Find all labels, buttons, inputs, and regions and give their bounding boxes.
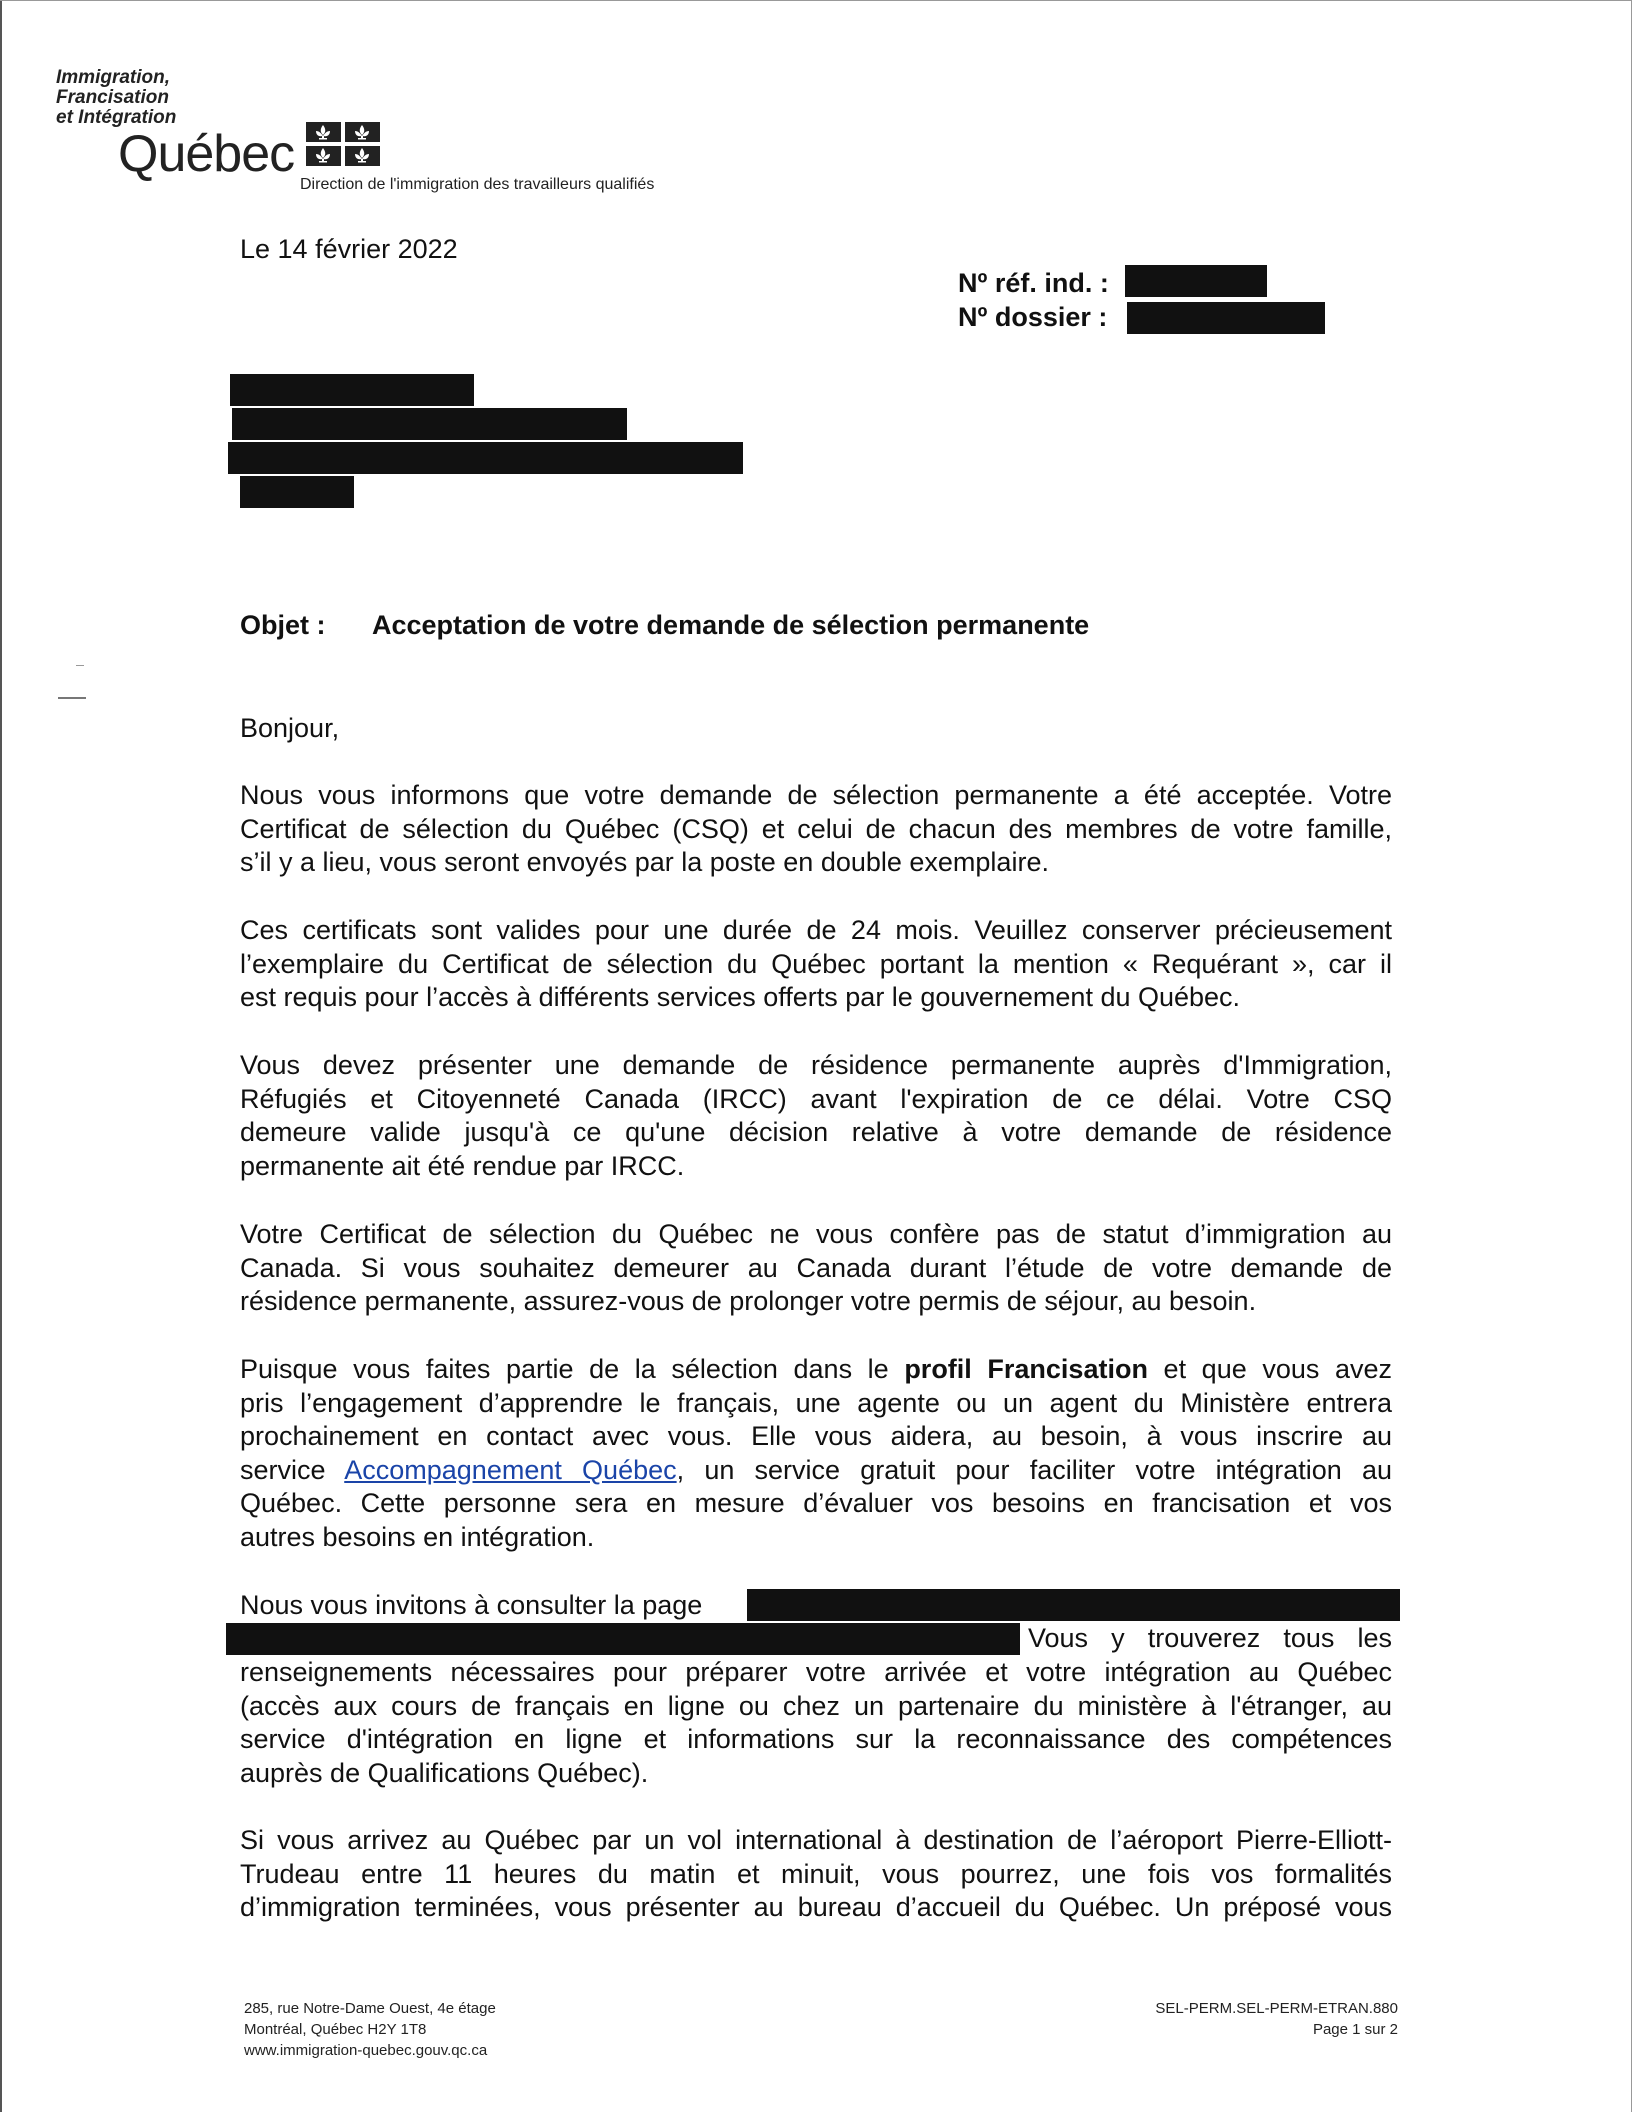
text-line: s’il y a lieu, vous seront envoyés par la poste en double exemplaire. [240, 847, 1049, 878]
text-line: l’exemplaire du Certificat de sélection du Québec portant la mention « Requérant », car il [240, 948, 1392, 979]
text-line: Réfugiés et Citoyenneté Canada (IRCC) avant l'expiration de ce délai. Votre CSQ [240, 1083, 1392, 1114]
text-line: Ces certificats sont valides pour une durée de 24 mois. Veuillez conserver précieusement [240, 915, 1392, 945]
text-line: Vous devez présenter une demande de résidence permanente auprès d'Immigration, [240, 1050, 1392, 1080]
ref-ind-label: Nº réf. ind. : [958, 268, 1109, 298]
invite-line-continuation: Vous y trouverez tous les [1028, 1623, 1392, 1653]
text-line: Trudeau entre 11 heures du matin et minuit, vous pourrez, une fois vos formalités [240, 1858, 1392, 1889]
footer-address-line: 285, rue Notre-Dame Ouest, 4e étage [244, 2000, 496, 2017]
text-line: Si vous arrivez au Québec par un vol international à destination de l’aéroport Pierre-Elliott- [240, 1825, 1392, 1855]
text-line: autres besoins en intégration. [240, 1521, 595, 1552]
footer-page-info [1120, 1998, 1398, 2040]
paragraph-acceptance [240, 779, 1392, 880]
ministry-logo [56, 68, 756, 208]
text-line: Votre Certificat de sélection du Québec ne vous confère pas de statut d’immigration au [240, 1219, 1392, 1249]
text-line: est requis pour l’accès à différents services offerts par le gouvernement du Québec. [240, 982, 1241, 1013]
document-code: SEL-PERM.SEL-PERM-ETRAN.880 [1155, 2000, 1398, 2017]
text-line: Nous vous informons que votre demande de sélection permanente a été acceptée. Votre [240, 780, 1392, 810]
text-line: Canada. Si vous souhaitez demeurer au Canada durant l’étude de votre demande de [240, 1252, 1392, 1283]
ministry-line: et Intégration [56, 107, 177, 128]
quebec-wordmark: Québec [118, 125, 295, 183]
text-line: Certificat de sélection du Québec (CSQ) et celui de chacun des membres de votre famille, [240, 813, 1392, 844]
subject-label: Objet : [240, 610, 326, 640]
paragraph-permanent-residence [240, 1049, 1392, 1183]
profil-francisation-bold: profil Francisation [904, 1354, 1148, 1384]
dossier-label: Nº dossier : [958, 302, 1108, 332]
redacted-url [747, 1589, 1400, 1621]
ministry-line: Francisation [56, 87, 169, 108]
text-line: d’immigration terminées, vous présenter au bureau d’accueil du Québec. Un préposé vous [240, 1892, 1392, 1923]
text-segment: , un service gratuit pour faciliter votre intégration au [676, 1454, 1392, 1485]
ministry-line: Immigration, [56, 67, 171, 88]
letter-date: Le 14 février 2022 [240, 234, 458, 264]
text-line: Québec. Cette personne sera en mesure d’évaluer vos besoins en francisation et vos [240, 1488, 1392, 1519]
page-edge [0, 0, 2, 2112]
redacted-address-line [228, 442, 743, 474]
page-edge-top [0, 0, 1632, 1]
text-line: auprès de Qualifications Québec). [240, 1757, 649, 1788]
scan-mark [58, 697, 86, 699]
paragraph-validity [240, 914, 1392, 1015]
text-line: résidence permanente, assurez-vous de prolonger votre permis de séjour, au besoin. [240, 1286, 1257, 1317]
redacted-ref-number [1125, 265, 1267, 297]
text-line: (accès aux cours de français en ligne ou chez un partenaire du ministère à l'étranger, au [240, 1690, 1392, 1721]
redacted-address-line [240, 476, 354, 508]
ministry-name [56, 68, 176, 128]
redacted-dossier-number [1127, 302, 1325, 334]
footer-address [244, 1998, 496, 2061]
accompagnement-quebec-link[interactable]: Accompagnement Québec [344, 1454, 677, 1485]
text-line: renseignements nécessaires pour préparer votre arrivée et votre intégration au Québec [240, 1657, 1392, 1687]
text-line [240, 1353, 1392, 1387]
redacted-address-line [230, 374, 474, 406]
text-segment: et que vous avez [1147, 1354, 1393, 1384]
text-line: prochainement en contact avec vous. Elle vous aidera, au besoin, à vous inscrire au [240, 1421, 1392, 1452]
text-line: pris l’engagement d’apprendre le français, une agente ou un agent du Ministère entrera [240, 1387, 1392, 1418]
footer-address-line: Montréal, Québec H2Y 1T8 [244, 2021, 427, 2038]
invite-line-start: Nous vous invitons à consulter la page [240, 1590, 703, 1620]
greeting: Bonjour, [240, 713, 340, 743]
text-segment: service [240, 1454, 345, 1485]
redacted-address-line [232, 408, 627, 440]
fleur-de-lis-flag-icon [306, 122, 380, 166]
paragraph-arrival [240, 1824, 1392, 1925]
redacted-url [226, 1623, 1020, 1655]
page-number: Page 1 sur 2 [1312, 2021, 1398, 2038]
paragraph-status [240, 1218, 1392, 1319]
text-line: demeure valide jusqu'à ce qu'une décision relative à votre demande de résidence [240, 1117, 1392, 1148]
text-line [240, 1454, 1392, 1488]
paragraph-invite [240, 1656, 1392, 1790]
subject-text: Acceptation de votre demande de sélection permanente [372, 610, 1090, 640]
direction-name: Direction de l'immigration des travailleurs qualifiés [300, 176, 655, 193]
footer-website[interactable]: www.immigration-quebec.gouv.qc.ca [244, 2042, 488, 2059]
paragraph-francisation [240, 1353, 1392, 1555]
text-segment: Puisque vous faites partie de la sélection dans le [240, 1354, 905, 1384]
scan-mark-small [76, 665, 84, 666]
text-line: permanente ait été rendue par IRCC. [240, 1150, 685, 1181]
text-line: service d'intégration en ligne et informations sur la reconnaissance des compétences [240, 1724, 1392, 1755]
